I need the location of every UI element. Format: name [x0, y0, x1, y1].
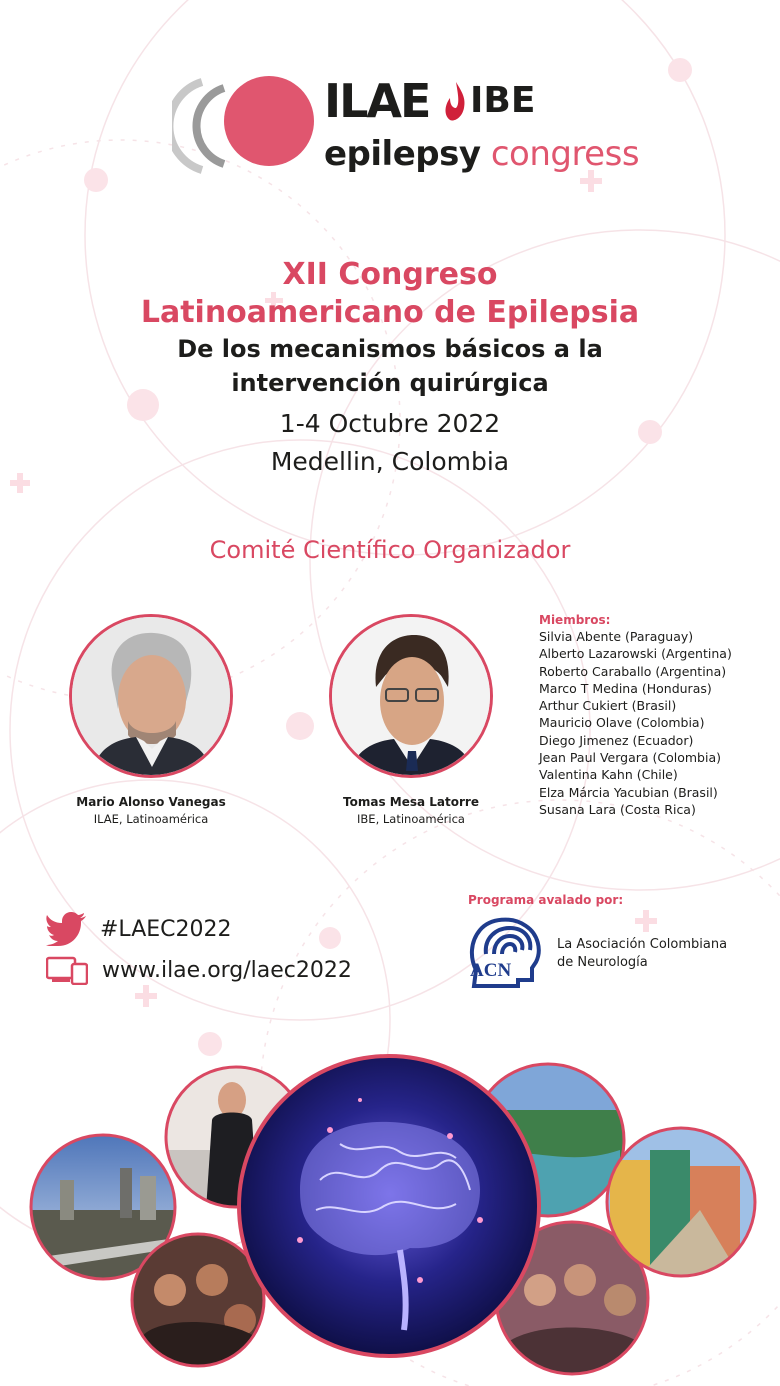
member-item: Valentina Kahn (Chile)	[539, 767, 678, 783]
portrait-chair-2	[329, 614, 493, 778]
member-item: Alberto Lazarowski (Argentina)	[539, 646, 732, 662]
event-title-line2: Latinoamericano de Epilepsia	[140, 295, 640, 330]
event-dates: 1-4 Octubre 2022	[279, 409, 501, 438]
member-item: Diego Jimenez (Ecuador)	[539, 732, 694, 748]
wordmark-congress: congress	[490, 134, 640, 174]
acn-org-line2: de Neurología	[557, 955, 648, 970]
photo-collage	[0, 1040, 780, 1386]
event-title-line1: XII Congreso	[282, 257, 498, 292]
member-item: Jean Paul Vergara (Colombia)	[539, 750, 721, 766]
member-item: Roberto Caraballo (Argentina)	[539, 663, 727, 679]
chair-2-role: IBE, Latinoamérica	[357, 812, 465, 826]
members-list	[539, 612, 732, 818]
person-photo-icon	[72, 617, 230, 775]
member-item: Marco T Medina (Honduras)	[539, 680, 712, 696]
committee-heading: Comité Científico Organizador	[209, 536, 571, 564]
acn-org-name	[557, 936, 727, 972]
hashtag-text: #LAEC2022	[100, 916, 232, 942]
chair-2-name: Tomas Mesa Latorre	[343, 795, 479, 809]
flame-icon	[442, 80, 468, 124]
portrait-chair-1	[69, 614, 233, 778]
website-row	[46, 955, 352, 985]
hashtag-row	[46, 912, 232, 946]
sound-wave-arcs-icon	[172, 78, 232, 174]
member-item: Silvia Abente (Paraguay)	[539, 629, 694, 644]
chair-1-name: Mario Alonso Vanegas	[76, 795, 226, 809]
acn-head-logo-icon	[468, 914, 544, 988]
event-subtitle-line2: intervención quirúrgica	[231, 369, 549, 397]
member-item: Arthur Cukiert (Brasil)	[539, 698, 677, 714]
ilae-logo-text: ILAE	[324, 74, 430, 128]
member-item: Mauricio Olave (Colombia)	[539, 715, 705, 731]
acn-org-line1: La Asociación Colombiana	[557, 937, 728, 952]
congress-logo	[172, 72, 640, 182]
member-item: Elza Márcia Yacubian (Brasil)	[539, 784, 718, 800]
ibe-logo-text: IBE	[470, 80, 536, 121]
event-titles	[0, 256, 780, 480]
person-photo-icon	[332, 617, 490, 775]
endorsement-heading: Programa avalado por:	[468, 893, 624, 907]
acn-abbr: ACN	[470, 960, 512, 981]
website-link[interactable]: www.ilae.org/laec2022	[102, 957, 352, 983]
member-item: Susana Lara (Costa Rica)	[539, 801, 696, 817]
event-location: Medellin, Colombia	[270, 447, 510, 476]
epilepsy-congress-wordmark	[324, 134, 639, 174]
wordmark-epilepsy: epilepsy	[324, 134, 481, 174]
event-subtitle-line1: De los mecanismos básicos a la	[177, 335, 603, 363]
members-heading: Miembros:	[539, 613, 611, 627]
chair-1-role: ILAE, Latinoamérica	[93, 812, 209, 826]
logo-pink-dot	[224, 76, 314, 166]
twitter-bird-icon	[46, 912, 86, 946]
devices-icon	[46, 955, 88, 985]
